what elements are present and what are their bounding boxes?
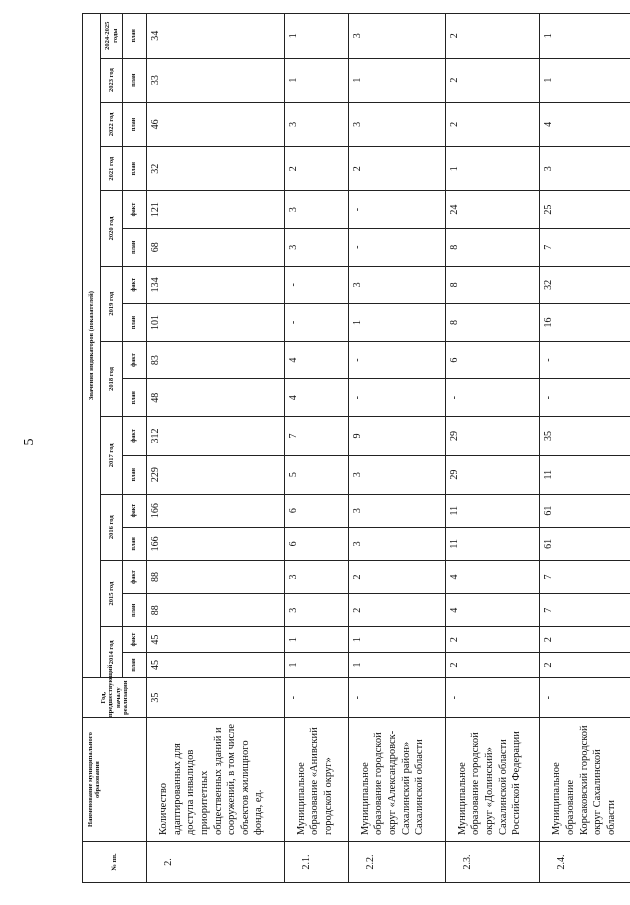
cell-value: 11 — [445, 494, 540, 527]
row-name: Муниципальное образование «Анивский городской округ» — [284, 718, 348, 842]
header-year: 2023 год — [101, 58, 123, 102]
header-fact: факт — [123, 627, 147, 652]
header-plan: план — [123, 14, 147, 59]
header-year: 2021 год — [101, 147, 123, 191]
header-plan: план — [123, 58, 147, 102]
cell-value: 8 — [445, 228, 540, 266]
cell-value: 32 — [540, 266, 630, 304]
header-year: 2016 год — [101, 494, 123, 560]
cell-value: 2 — [445, 627, 540, 652]
page-number: 5 — [22, 438, 37, 446]
cell-value: 2 — [540, 627, 630, 652]
table-row — [445, 14, 540, 883]
cell-value: 2 — [348, 560, 445, 593]
cell-value: - — [284, 304, 348, 342]
row-number: 2.3. — [445, 842, 540, 883]
cell-value: 4 — [540, 102, 630, 146]
cell-value: 1 — [348, 304, 445, 342]
cell-value: 48 — [147, 379, 285, 417]
cell-value: 35 — [540, 417, 630, 456]
table-row — [284, 14, 348, 883]
cell-value: 3 — [284, 191, 348, 229]
cell-value: 7 — [540, 594, 630, 627]
row-start-value: - — [445, 678, 540, 718]
row-number: 2. — [147, 842, 285, 883]
row-name: Муниципальное образование городской округ «Долинский» Сахалинской области Российской Федерации — [445, 718, 540, 842]
cell-value: 45 — [147, 627, 285, 652]
header-plan: план — [123, 527, 147, 560]
cell-value: - — [445, 379, 540, 417]
header-year: 2022 год — [101, 102, 123, 146]
cell-value: 61 — [540, 494, 630, 527]
cell-value: 2 — [445, 14, 540, 59]
cell-value: 29 — [445, 455, 540, 494]
table-row — [348, 14, 445, 883]
cell-value: 45 — [147, 652, 285, 677]
cell-value: 88 — [147, 594, 285, 627]
cell-value: 11 — [445, 527, 540, 560]
cell-value: 312 — [147, 417, 285, 456]
cell-value: 3 — [348, 102, 445, 146]
cell-value: 24 — [445, 191, 540, 229]
cell-value: 61 — [540, 527, 630, 560]
cell-value: 8 — [445, 304, 540, 342]
cell-value: - — [540, 341, 630, 379]
cell-value: 2 — [540, 652, 630, 677]
cell-value: 3 — [348, 14, 445, 59]
header-plan: план — [123, 304, 147, 342]
cell-value: 4 — [284, 341, 348, 379]
cell-value: 8 — [445, 266, 540, 304]
cell-value: - — [348, 379, 445, 417]
row-name: Количество адаптированных для доступа инвалидов приоритетных общественных зданий и сооружений, в том числе объектов жилищного фонда, ед. — [147, 718, 285, 842]
cell-value: 3 — [284, 228, 348, 266]
cell-value: - — [348, 191, 445, 229]
cell-value: 68 — [147, 228, 285, 266]
cell-value: 1 — [540, 58, 630, 102]
row-start-value: - — [284, 678, 348, 718]
indicator-table — [82, 13, 630, 883]
cell-value: 3 — [540, 147, 630, 191]
cell-value: 1 — [540, 14, 630, 59]
cell-value: 5 — [284, 455, 348, 494]
cell-value: 101 — [147, 304, 285, 342]
header-year: 2018 год — [101, 341, 123, 416]
row-name: Муниципальное образование Корсаковский городской округ Сахалинской области — [540, 718, 630, 842]
cell-value: 7 — [540, 560, 630, 593]
header-plan: план — [123, 652, 147, 677]
cell-value: 2 — [348, 594, 445, 627]
cell-value: 4 — [284, 379, 348, 417]
cell-value: 4 — [445, 594, 540, 627]
cell-value: 88 — [147, 560, 285, 593]
cell-value: 2 — [348, 147, 445, 191]
cell-value: 6 — [284, 527, 348, 560]
cell-value: 6 — [445, 341, 540, 379]
cell-value: 4 — [445, 560, 540, 593]
cell-value: 3 — [348, 527, 445, 560]
header-plan: план — [123, 594, 147, 627]
header-fact: факт — [123, 341, 147, 379]
row-name: Муниципальное образование городской округ «Александровск-Сахалинский район» Сахалинской области — [348, 718, 445, 842]
cell-value: 2 — [284, 147, 348, 191]
table-row — [147, 14, 285, 883]
header-year: 2015 год — [101, 560, 123, 626]
header-start-year: Год, предшествующий началу реализации — [83, 678, 147, 718]
cell-value: 7 — [540, 228, 630, 266]
cell-value: 1 — [284, 652, 348, 677]
cell-value: 3 — [348, 266, 445, 304]
cell-value: 1 — [284, 14, 348, 59]
rotated-table-container — [82, 13, 630, 883]
header-fact: факт — [123, 191, 147, 229]
cell-value: 1 — [445, 147, 540, 191]
cell-value: 229 — [147, 455, 285, 494]
cell-value: 121 — [147, 191, 285, 229]
cell-value: 3 — [348, 455, 445, 494]
cell-value: 3 — [348, 494, 445, 527]
header-year: 2020 год — [101, 191, 123, 266]
cell-value: 16 — [540, 304, 630, 342]
header-fact: факт — [123, 494, 147, 527]
cell-value: 3 — [284, 560, 348, 593]
row-number: 2.4. — [540, 842, 630, 883]
cell-value: 166 — [147, 527, 285, 560]
header-year: 2014 год — [101, 627, 123, 678]
row-start-value: - — [540, 678, 630, 718]
cell-value: 25 — [540, 191, 630, 229]
header-plan: план — [123, 379, 147, 417]
cell-value: 32 — [147, 147, 285, 191]
header-fact: факт — [123, 417, 147, 456]
header-plan: план — [123, 147, 147, 191]
header-year: 2017 год — [101, 417, 123, 494]
cell-value: - — [348, 228, 445, 266]
cell-value: 3 — [284, 594, 348, 627]
cell-value: 1 — [284, 627, 348, 652]
header-fact: факт — [123, 266, 147, 304]
cell-value: 134 — [147, 266, 285, 304]
cell-value: 1 — [348, 652, 445, 677]
cell-value: 2 — [445, 102, 540, 146]
header-plan: план — [123, 102, 147, 146]
header-plan: план — [123, 455, 147, 494]
header-year: 2024-2025 годы — [101, 14, 123, 59]
cell-value: - — [540, 379, 630, 417]
row-start-value: - — [348, 678, 445, 718]
cell-value: 83 — [147, 341, 285, 379]
cell-value: 46 — [147, 102, 285, 146]
row-start-value: 35 — [147, 678, 285, 718]
header-indicators: Значения индикаторов (показателей) — [83, 14, 101, 678]
cell-value: 1 — [348, 627, 445, 652]
cell-value: 7 — [284, 417, 348, 456]
cell-value: - — [348, 341, 445, 379]
cell-value: 6 — [284, 494, 348, 527]
row-number: 2.2. — [348, 842, 445, 883]
cell-value: 29 — [445, 417, 540, 456]
header-name: Наименование муниципального образования — [83, 718, 147, 842]
cell-value: 2 — [445, 58, 540, 102]
cell-value: 33 — [147, 58, 285, 102]
cell-value: 3 — [284, 102, 348, 146]
cell-value: 9 — [348, 417, 445, 456]
header-plan: план — [123, 228, 147, 266]
table-row — [540, 14, 630, 883]
row-number: 2.1. — [284, 842, 348, 883]
cell-value: 34 — [147, 14, 285, 59]
cell-value: 1 — [284, 58, 348, 102]
cell-value: 11 — [540, 455, 630, 494]
cell-value: 2 — [445, 652, 540, 677]
header-no: № пп. — [83, 842, 147, 883]
cell-value: 1 — [348, 58, 445, 102]
header-year: 2019 год — [101, 266, 123, 341]
header-fact: факт — [123, 560, 147, 593]
cell-value: 166 — [147, 494, 285, 527]
cell-value: - — [284, 266, 348, 304]
